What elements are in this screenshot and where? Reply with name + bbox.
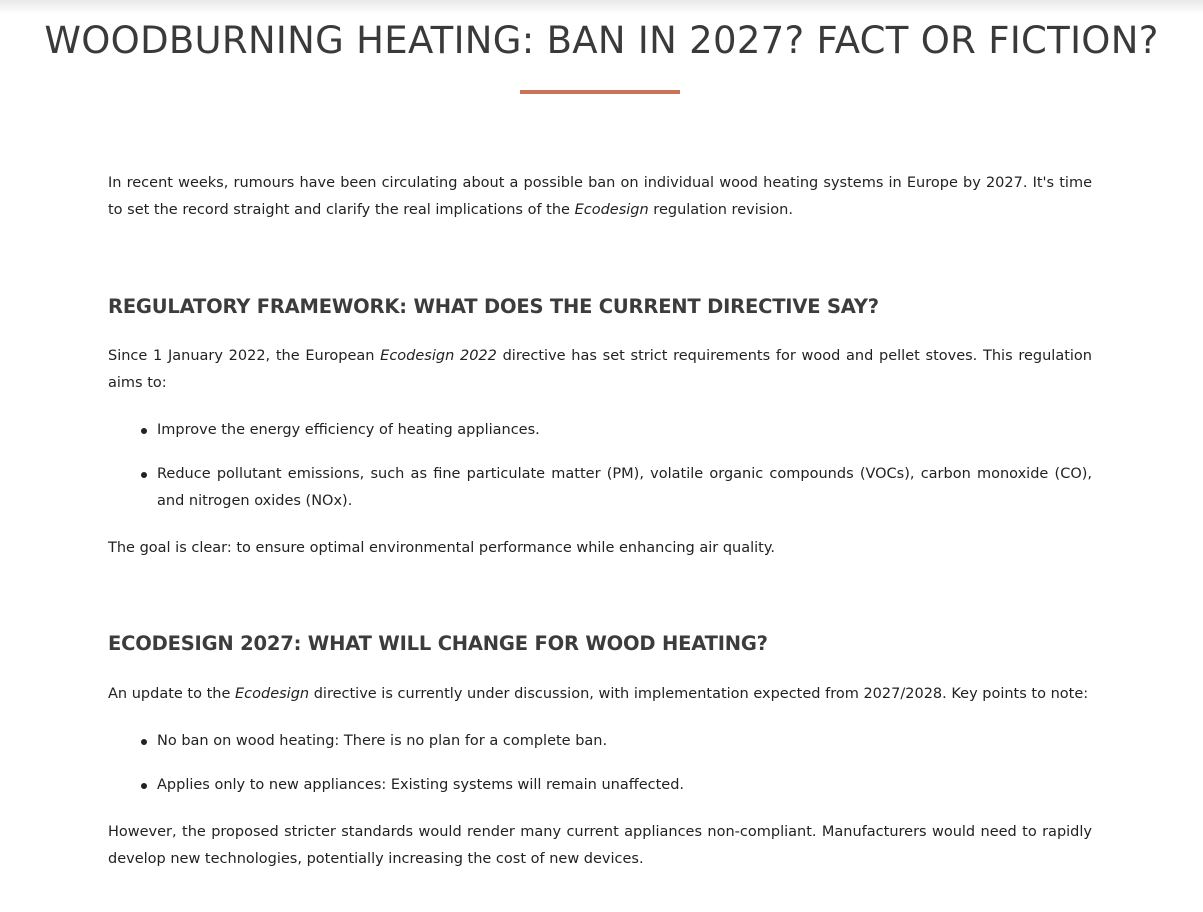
section1-paragraph xyxy=(108,343,1092,397)
bullet-text: No ban on wood heating: There is no plan for a complete ban. xyxy=(157,733,608,749)
section2-emphasis: Ecodesign xyxy=(235,686,310,702)
list-item xyxy=(108,772,1092,799)
bullet-text: Applies only to new appliances: Existing systems will remain unaffected. xyxy=(157,777,685,793)
section1-text-end: directive has set strict requirements for wood and pellet stoves. This regulation aims to: xyxy=(108,348,1092,391)
intro-text-end: regulation revision. xyxy=(648,202,793,218)
section1-closing-paragraph: The goal is clear: to ensure optimal environmental performance while enhancing air quality. xyxy=(108,540,775,556)
intro-paragraph xyxy=(108,170,1092,224)
section2-text-end: directive is currently under discussion, with implementation expected from 2027/2028. Key points to note: xyxy=(309,686,1089,702)
section-heading-ecodesign-2027: ECODESIGN 2027: WHAT WILL CHANGE FOR WOOD HEATING? xyxy=(108,632,768,655)
bullet-dot xyxy=(141,783,147,789)
page-title: WOODBURNING HEATING: BAN IN 2027? FACT OR FICTION? xyxy=(44,19,1159,62)
top-shade xyxy=(0,0,1203,14)
section1-text-start: Since 1 January 2022, the European xyxy=(108,348,381,364)
section-heading-regulatory-framework: REGULATORY FRAMEWORK: WHAT DOES THE CURRENT DIRECTIVE SAY? xyxy=(108,295,879,318)
intro-emphasis: Ecodesign xyxy=(574,202,649,218)
intro-text-start: In recent weeks, rumours have been circulating about a possible ban on individual wood heating systems in Europe by 2027. It's time to set the record straight and clarify the real implications of the xyxy=(108,175,1092,218)
list-item xyxy=(108,461,1092,515)
section2-closing-paragraph: However, the proposed stricter standards would render many current appliances non-compliant. Manufacturers would need to rapidly develop new technologies, potentially increasing the cost of new devices. xyxy=(108,824,1092,867)
title-divider xyxy=(520,90,680,94)
section1-bullet-list xyxy=(108,417,1092,515)
bullet-dot xyxy=(141,739,147,745)
list-item xyxy=(108,417,1092,444)
bullet-text: Improve the energy efficiency of heating appliances. xyxy=(157,422,540,438)
article-body xyxy=(108,170,1092,873)
bullet-text: Reduce pollutant emissions, such as fine particulate matter (PM), volatile organic compounds (VOCs), carbon monoxide (CO), and nitrogen oxides (NOx). xyxy=(157,466,1092,509)
bullet-dot xyxy=(141,472,147,478)
section2-bullet-list xyxy=(108,728,1092,799)
section2-paragraph xyxy=(108,681,1092,708)
list-item xyxy=(108,728,1092,755)
section2-text-start: An update to the xyxy=(108,686,235,702)
bullet-dot xyxy=(141,428,147,434)
section1-emphasis: Ecodesign 2022 xyxy=(380,348,497,364)
